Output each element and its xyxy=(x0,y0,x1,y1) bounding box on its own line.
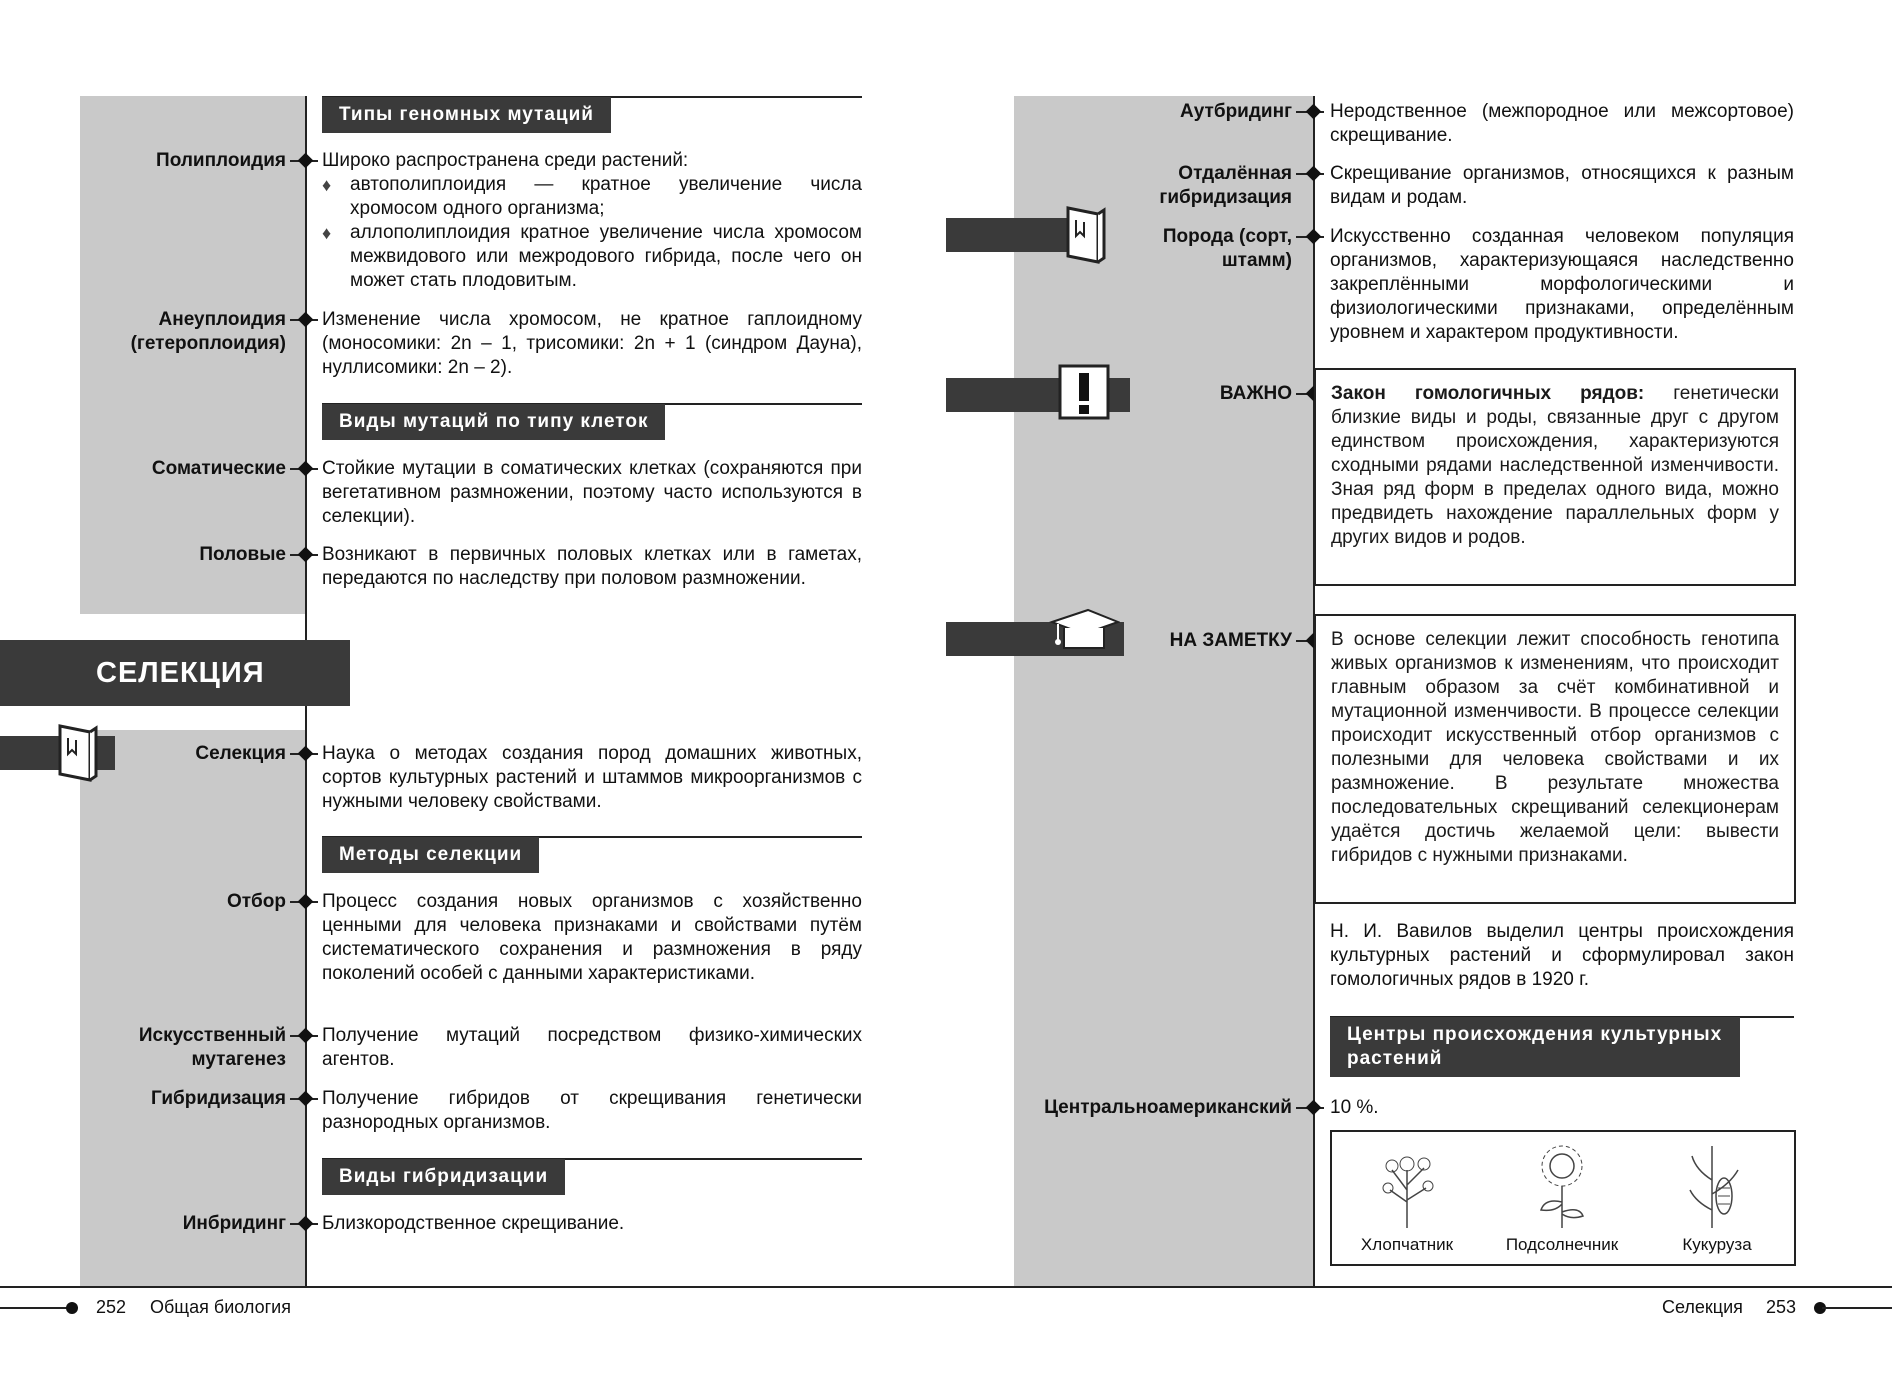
footer-rule xyxy=(0,1286,1892,1288)
def-polyploidy-bullet: ♦ аллополиплоидия кратное увеличение числа хромосом межвидового или межродового гибрида, после чего он может стать плодовитым. xyxy=(322,221,862,293)
def-selection-method: Процесс создания новых организмов с хозяйственно ценными для человека признаками и свойствами путём систематического сохранения и размножения в ряду поколений особей с данными характеристиками. xyxy=(322,891,862,984)
page-number-left: 252 xyxy=(96,1297,127,1317)
footer-right-line xyxy=(1822,1307,1892,1309)
term-central-american: Центральноамериканский xyxy=(1044,1097,1292,1118)
plant-cotton xyxy=(1332,1140,1482,1255)
running-title-right: Селекция xyxy=(1662,1297,1743,1317)
def-outbreeding: Неродственное (межпородное или межсортовое) скрещивание. xyxy=(1330,101,1794,146)
term-note: НА ЗАМЕТКУ xyxy=(1169,630,1292,651)
section-heading-hybridization-types: Виды гибридизации xyxy=(322,1159,565,1195)
term-distant-hybridization: Отдалённая гибридизация xyxy=(1159,163,1292,208)
exclamation-icon xyxy=(1058,364,1110,425)
term-somatic: Соматические xyxy=(151,458,286,479)
term-artificial-mutagenesis: Искусственный мутагенез xyxy=(138,1025,286,1070)
left-grey-column-bottom xyxy=(80,730,306,1286)
term-aneuploidy: Анеуплоидия (гетероплоидия) xyxy=(130,309,286,354)
book-icon xyxy=(1062,204,1110,271)
def-somatic: Стойкие мутации в соматических клетках (сохраняются при вегетативном размножении, поэтому часто используются в селекции). xyxy=(322,458,862,527)
cotton-drawing xyxy=(1372,1140,1442,1230)
plants-box xyxy=(1330,1130,1796,1266)
footer-dot xyxy=(66,1302,78,1314)
section-heading-origin-centers: Центры происхождения культурных растений xyxy=(1330,1017,1740,1077)
vavilov-text: Н. И. Вавилов выделил центры происхождения культурных растений и сформулировал закон гомологичных рядов в 1920 г. xyxy=(1330,921,1794,990)
term-inbreeding: Инбридинг xyxy=(182,1213,286,1234)
term-selection: Селекция xyxy=(195,743,286,764)
plant-label: Кукуруза xyxy=(1682,1235,1752,1254)
plant-corn xyxy=(1642,1140,1792,1255)
def-central-american: 10 %. xyxy=(1330,1097,1379,1118)
def-distant-hybridization: Скрещивание организмов, относящихся к разным видам и родам. xyxy=(1330,163,1794,208)
chapter-title: СЕЛЕКЦИЯ xyxy=(0,640,350,706)
def-aneuploidy: Изменение числа хромосом, не кратное гаплоидному (моносомики: 2n – 1, трисомики: 2n + 1 (синдром Дауна), нуллисомики: 2n – 2). xyxy=(322,309,862,378)
term-selection-method: Отбор xyxy=(226,891,286,912)
plant-sunflower xyxy=(1487,1140,1637,1255)
page-number-right: 253 xyxy=(1766,1297,1797,1317)
def-polyploidy-bullet: ♦ автополиплоидия — кратное увеличение числа хромосом одного организма; xyxy=(322,173,862,221)
law-title: Закон гомологичных рядов: xyxy=(1331,383,1645,404)
def-sexual: Возникают в первичных половых клетках или в гаметах, передаются по наследству при половом размножении. xyxy=(322,544,862,589)
term-hybridization: Гибридизация xyxy=(151,1088,286,1109)
term-sexual: Половые xyxy=(199,544,286,565)
section-heading-cell-mutations: Виды мутаций по типу клеток xyxy=(322,404,665,440)
term-important: ВАЖНО xyxy=(1219,383,1292,404)
footer-left-line xyxy=(0,1307,70,1309)
def-polyploidy-intro: Широко распространена среди растений: xyxy=(322,150,689,171)
note-box: В основе селекции лежит способность генотипа живых организмов к изменениям, что происходит главным образом за счёт комбинативной и мутационной изменчивости. В процессе селекции происходит искусственный отбор организмов с полезными для человека свойствами и их размножение. В результате множества последовательных скрещиваний селекционерам удаётся достичь желаемой цели: вывести гибридов с нужными признаками. xyxy=(1314,614,1796,904)
def-breed: Искусственно созданная человеком популяция организмов, характеризующаяся наследственно закреплёнными морфологическими и физиологическими признаками, определённым уровнем и характером продуктивности. xyxy=(1330,226,1794,343)
term-breed: Порода (сорт, штамм) xyxy=(1162,226,1292,271)
law-text: генетически близкие виды и роды, связанные друг с другом единством происхождения, характеризуются сходными рядами наследственной изменчивости. Зная ряд форм в пределах одного вида, можно предвидеть нахождение параллельных форм у других видов и родов. xyxy=(1331,383,1779,548)
def-inbreeding: Близкородственное скрещивание. xyxy=(322,1213,625,1234)
def-selection: Наука о методах создания пород домашних животных, сортов культурных растений и штаммов микроорганизмов с нужными человеку свойствами. xyxy=(322,743,862,812)
running-title-left: Общая биология xyxy=(150,1297,291,1317)
important-box xyxy=(1314,368,1796,586)
def-hybridization: Получение гибридов от скрещивания генетически разнородных организмов. xyxy=(322,1088,862,1133)
sunflower-drawing xyxy=(1527,1140,1597,1230)
term-polyploidy: Полиплоидия xyxy=(156,150,286,171)
section-heading-genome-mutations: Типы геномных мутаций xyxy=(322,97,611,133)
corn-drawing xyxy=(1682,1140,1752,1230)
term-outbreeding: Аутбридинг xyxy=(1180,101,1292,122)
plant-label: Подсолнечник xyxy=(1505,1235,1619,1254)
plant-label: Хлопчатник xyxy=(1360,1235,1454,1254)
section-heading-methods: Методы селекции xyxy=(322,837,539,873)
icon-bar xyxy=(946,218,1076,252)
def-artificial-mutagenesis: Получение мутаций посредством физико-химических агентов. xyxy=(322,1025,862,1070)
def-polyploidy xyxy=(322,149,862,293)
